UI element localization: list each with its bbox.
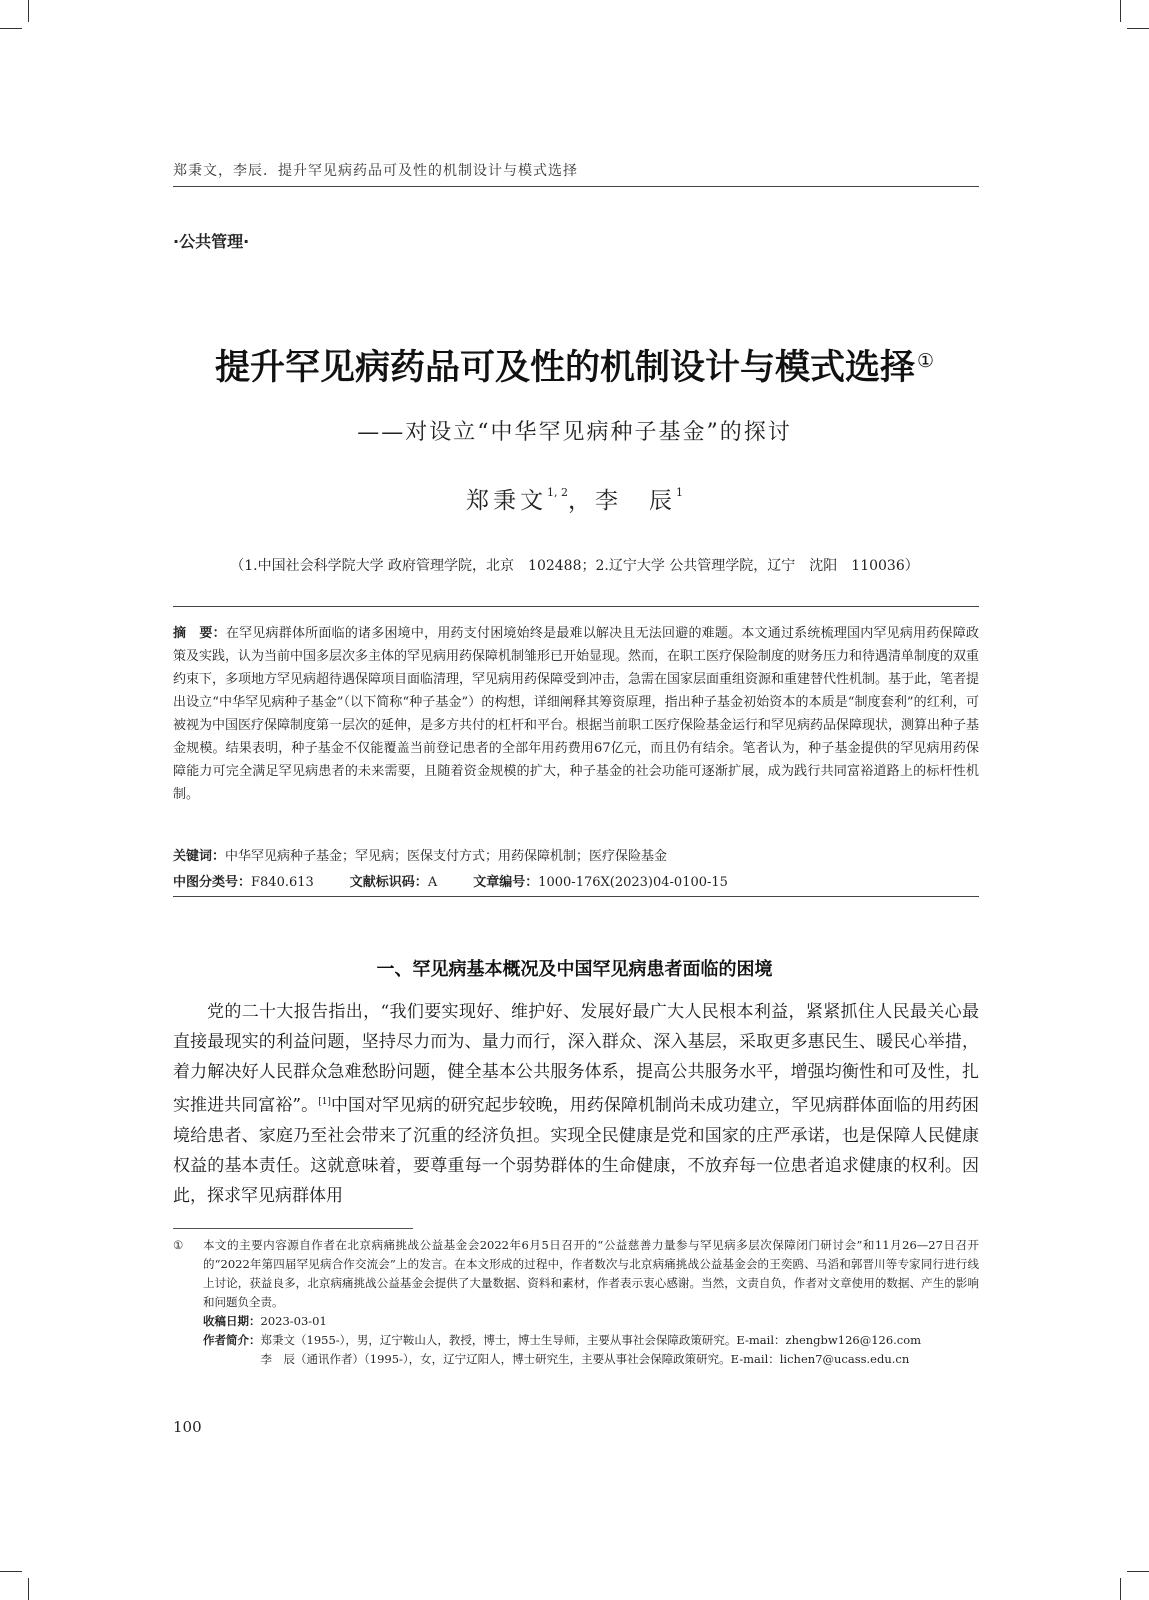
crop-mark-bottom-right-v: [1120, 1578, 1121, 1600]
section-tag: ·公共管理·: [173, 232, 250, 251]
title-footnote-mark[interactable]: ①: [916, 350, 935, 372]
abstract-bottom-rule: [173, 896, 979, 897]
bio-list: [261, 1331, 980, 1369]
author-name: 李 辰: [595, 488, 676, 514]
author-affiliation-sup: 1, 2: [547, 486, 568, 499]
paper-title: [0, 340, 1149, 390]
crop-mark-top-right-v: [1120, 0, 1121, 22]
footnote-rule: [173, 1228, 413, 1229]
classification-line: [173, 871, 979, 890]
paper-subtitle: ——对设立“中华罕见病种子基金”的探讨: [357, 420, 792, 445]
section-heading: 一、罕见病基本概况及中国罕见病患者面临的困境: [376, 959, 773, 980]
abstract-text: 在罕见病群体所面临的诸多困境中，用药支付困境始终是最难以解决且无法回避的难题。本文通过系统梳理国内罕见病用药保障政策及实践，认为当前中国多层次多主体的罕见病用药保障机制雏形已开始显现。然而，在职工医疗保险制度的财务压力和待遇清单制度的双重约束下，多项地方罕见病超待遇保障项目面临清理，罕见病用药保障受到冲击，急需在国家层面重组资源和重建替代性机制。基于此，笔者提出设立“中华罕见病种子基金”（以下简称“种子基金”）的构想，详细阐释其筹资原理，指出种子基金初始资本的本质是“制度套利”的红利，可被视为中国医疗保障制度第一层次的延伸，是多方共付的杠杆和平台。根据当前职工医疗保险基金运行和罕见病药品保障现状，测算出种子基金规模。结果表明，种子基金不仅能覆盖当前登记患者的全部年用药费用67亿元，而且仍有结余。笔者认为，种子基金提供的罕见病用药保障能力可完全满足罕见病患者的未来需要，且随着资金规模的扩大，种子基金的社会功能可逐渐扩展，成为践行共同富裕道路上的标杆性机制。: [173, 626, 980, 802]
clc-label: 中图分类号：: [173, 875, 252, 890]
abstract-label: 摘 要：: [173, 626, 226, 641]
affiliations: （1.中国社会科学院大学 政府管理学院，北京 102488；2.辽宁大学 公共管理学院，辽宁 沈阳 110036）: [230, 558, 919, 574]
crop-mark-top-left-h: [0, 28, 22, 29]
crop-mark-top-right-h: [1127, 28, 1149, 29]
footnote-text: 本文的主要内容源自作者在北京病痛挑战公益基金会2022年6月5日召开的“公益慈善力量参与罕见病多层次保障闭门研讨会”和11月26—27日召开的“2022年第四届罕见病合作交流会”上的发言。在本文形成的过程中，作者数次与北京病痛挑战公益基金会的王奕鸥、马滔和郭晋川等专家同行进行线上讨论，获益良多，北京病痛挑战公益基金会提供了大量数据、资料和素材，作者表示衷心感谢。当然，文责自负，作者对文章使用的数据、产生的影响和问题负全责。: [203, 1238, 979, 1309]
crop-mark-bottom-right-h: [1127, 1571, 1149, 1572]
doc-code-label: 文献标识码：: [349, 875, 428, 890]
keywords-text: 中华罕见病种子基金；罕见病；医保支付方式；用药保障机制；医疗保险基金: [225, 849, 668, 864]
body-paragraph: [173, 997, 979, 1211]
received-label: 收稿日期：: [203, 1314, 261, 1328]
doc-code-value: A: [427, 875, 438, 890]
abstract-top-rule: [173, 606, 979, 607]
page-number: 100: [173, 1418, 202, 1436]
footnotes: [173, 1236, 979, 1369]
title-text: 提升罕见病药品可及性的机制设计与模式选择: [214, 348, 915, 388]
keywords: [173, 845, 979, 864]
author-bio: [173, 1331, 979, 1369]
footnote-mark: ①: [173, 1238, 184, 1252]
reference-mark[interactable]: [1]: [318, 1097, 331, 1107]
clc-value: F840.613: [251, 875, 314, 890]
author-affiliation-sup: 1: [676, 486, 683, 499]
received-value: 2023-03-01: [260, 1314, 327, 1328]
keywords-label: 关键词：: [173, 849, 226, 864]
crop-mark-top-left-v: [28, 0, 29, 22]
article-number-label: 文章编号：: [473, 875, 539, 890]
body-text-part2: 中国对罕见病的研究起步较晚，用药保障机制尚未成功建立，罕见病群体面临的用药困境给患者、家庭乃至社会带来了沉重的经济负担。实现全民健康是党和国家的庄严承诺，也是保障人民健康权益的基本责任。这就意味着，要尊重每一个弱势群体的生命健康，不放弃每一位患者追求健康的权利。因此，探求罕见病群体用: [173, 1095, 979, 1206]
running-head: 郑秉文，李辰．提升罕见病药品可及性的机制设计与模式选择: [173, 160, 979, 187]
body-text-part1: 党的二十大报告指出，“我们要实现好、维护好、发展好最广大人民根本利益，紧紧抓住人民最关心最直接最现实的利益问题，坚持尽力而为、量力而行，深入群众、深入基层，采取更多惠民生、暖民心举措，着力解决好人民群众急难愁盼问题，健全基本公共服务体系，提高公共服务水平，增强均衡性和可及性，扎实推进共同富裕”。: [173, 1002, 979, 1116]
received-date: [173, 1312, 979, 1331]
author-line: [0, 482, 1149, 515]
abstract: [173, 622, 979, 806]
bio-entry: 李 辰（通讯作者）（1995-），女，辽宁辽阳人，博士研究生，主要从事社会保障政策研究。E-mail：lichen7@ucass.edu.cn: [260, 1352, 910, 1366]
bio-label: 作者简介：: [203, 1333, 261, 1347]
footnote-1: [173, 1236, 979, 1312]
crop-mark-bottom-left-h: [0, 1571, 22, 1572]
author-name: 郑秉文: [466, 488, 547, 514]
crop-mark-bottom-left-v: [28, 1578, 29, 1600]
bio-entry: 郑秉文（1955-），男，辽宁鞍山人，教授，博士，博士生导师，主要从事社会保障政策研究。E-mail：zhengbw126@126.com: [260, 1333, 922, 1347]
article-number-value: 1000-176X(2023)04-0100-15: [538, 875, 728, 890]
author-separator: ，: [568, 488, 595, 514]
